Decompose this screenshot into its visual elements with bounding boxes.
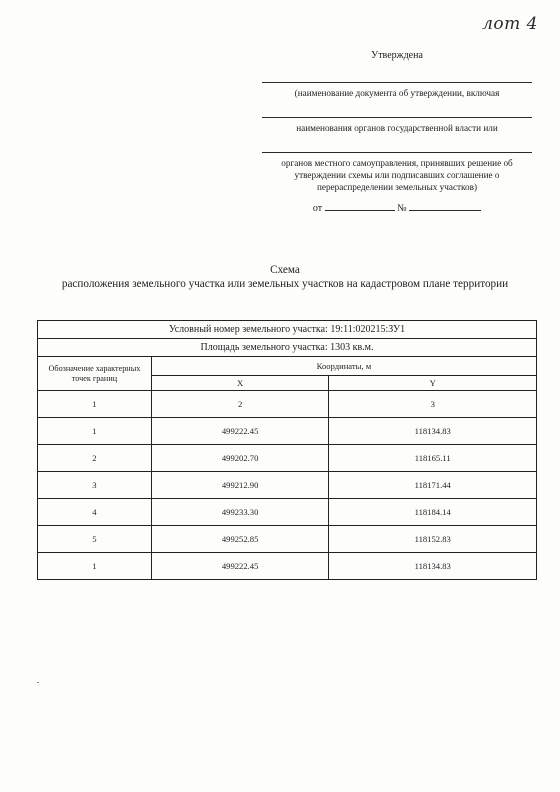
x-header: X — [151, 376, 329, 391]
table-row — [38, 445, 537, 472]
x-cell: 499222.45 — [151, 418, 329, 445]
column-number-3: 3 — [329, 391, 537, 418]
points-header: Обозначение характерных точек границ — [38, 357, 152, 391]
y-cell: 118134.83 — [329, 553, 537, 580]
point-cell: 1 — [38, 418, 152, 445]
approval-date-number — [262, 201, 532, 215]
area-row — [38, 339, 537, 357]
column-number-row — [38, 391, 537, 418]
cadastral-number-cell: Условный номер земельного участка: 19:11:020215:ЗУ1 — [38, 321, 537, 339]
handwritten-lot-note: лот 4 — [482, 14, 538, 34]
x-cell: 499202.70 — [151, 445, 329, 472]
approval-block — [262, 50, 532, 215]
y-cell: 118152.83 — [329, 526, 537, 553]
approval-caption-1: (наименование документа об утверждении, включая — [294, 88, 500, 98]
y-header: Y — [329, 376, 537, 391]
x-cell: 499222.45 — [151, 553, 329, 580]
column-number-1: 1 — [38, 391, 152, 418]
coordinates-table — [37, 320, 537, 580]
point-cell: 1 — [38, 553, 152, 580]
point-cell: 3 — [38, 472, 152, 499]
date-label: от — [312, 203, 323, 214]
table-row — [38, 526, 537, 553]
table-row — [38, 418, 537, 445]
number-blank — [409, 201, 481, 211]
header-row-1 — [38, 357, 537, 376]
approval-caption-2: наименования органов государственной власти или — [296, 123, 498, 133]
heading-line-1: Схема — [270, 264, 300, 276]
x-cell: 499212.90 — [151, 472, 329, 499]
x-cell: 499252.85 — [151, 526, 329, 553]
approval-line-1 — [262, 82, 532, 83]
approval-line-2 — [262, 117, 532, 118]
column-number-2: 2 — [151, 391, 329, 418]
y-cell: 118134.83 — [329, 418, 537, 445]
area-cell: Площадь земельного участка: 1303 кв.м. — [38, 339, 537, 357]
number-label: № — [397, 203, 407, 214]
point-cell: 5 — [38, 526, 152, 553]
y-cell: 118165.11 — [329, 445, 537, 472]
scan-speck — [37, 682, 39, 683]
approval-caption-3: органов местного самоуправления, принявших решение об утверждении схемы или подписавших соглашение о перераспределении земельных участков) — [281, 158, 513, 192]
y-cell: 118184.14 — [329, 499, 537, 526]
point-cell: 4 — [38, 499, 152, 526]
approval-title: Утверждена — [371, 50, 423, 61]
coords-header: Координаты, м — [151, 357, 536, 376]
heading-line-2: расположения земельного участка или земельных участков на кадастровом плане территории — [61, 277, 509, 290]
cadastral-number-row — [38, 321, 537, 339]
approval-line-3 — [262, 152, 532, 153]
x-cell: 499233.30 — [151, 499, 329, 526]
scheme-heading — [40, 264, 530, 291]
y-cell: 118171.44 — [329, 472, 537, 499]
table-row — [38, 472, 537, 499]
table-row — [38, 499, 537, 526]
date-blank — [325, 201, 395, 211]
point-cell: 2 — [38, 445, 152, 472]
table-row — [38, 553, 537, 580]
